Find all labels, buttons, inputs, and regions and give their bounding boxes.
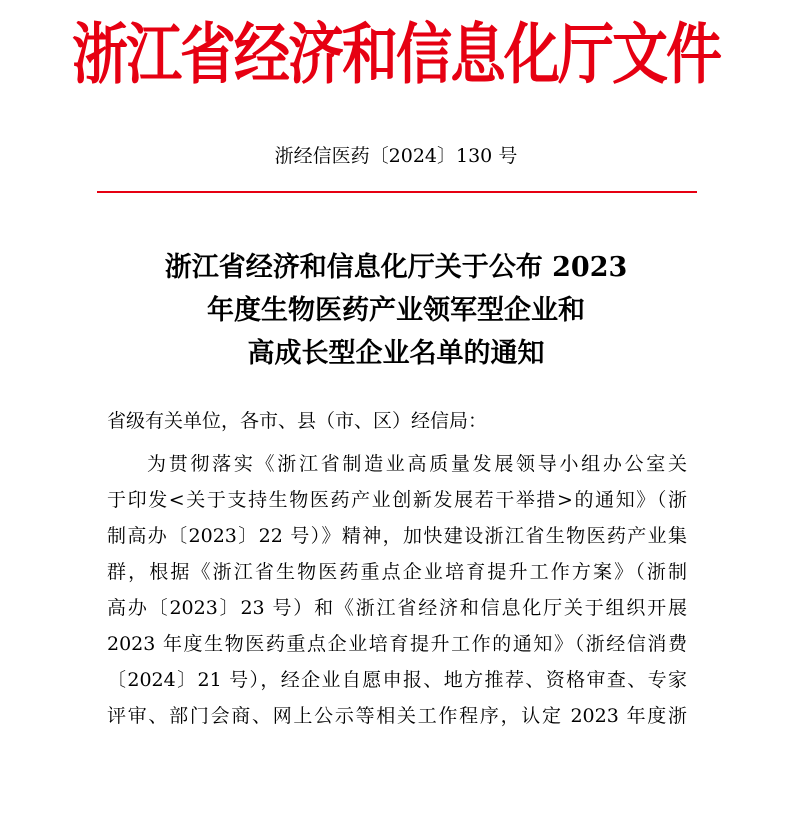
red-divider-line bbox=[97, 191, 697, 193]
body-line: 制高办〔2023〕22 号）》精神，加快建设浙江省生物医药产业集 bbox=[107, 525, 687, 547]
document-title bbox=[0, 246, 792, 375]
document-body bbox=[107, 446, 687, 734]
body-line: 于印发<关于支持生物医药产业创新发展若干举措>的通知》（浙 bbox=[107, 489, 687, 511]
body-line: 评审、部门会商、网上公示等相关工作程序，认定 2023 年度浙 bbox=[107, 705, 687, 727]
title-line: 年度生物医药产业领军型企业和 bbox=[207, 295, 585, 326]
document-number: 浙经信医药〔2024〕130 号 bbox=[274, 145, 518, 167]
body-line: 群，根据《浙江省生物医药重点企业培育提升工作方案》（浙制 bbox=[107, 561, 687, 583]
body-line: 高办〔2023〕23 号）和《浙江省经济和信息化厅关于组织开展 bbox=[107, 597, 687, 619]
recipient-line: 省级有关单位，各市、县（市、区）经信局： bbox=[107, 410, 488, 432]
body-line: 为贯彻落实《浙江省制造业高质量发展领导小组办公室关 bbox=[147, 453, 687, 475]
body-line: 2023 年度生物医药重点企业培育提升工作的通知》（浙经信消费 bbox=[107, 633, 687, 655]
title-line: 浙江省经济和信息化厅关于公布 2023 bbox=[164, 252, 628, 283]
title-line: 高成长型企业名单的通知 bbox=[247, 338, 545, 369]
document-masthead: 浙江省经济和信息化厅文件 bbox=[72, 15, 720, 94]
body-line: 〔2024〕21 号），经企业自愿申报、地方推荐、资格审查、专家 bbox=[107, 669, 687, 691]
